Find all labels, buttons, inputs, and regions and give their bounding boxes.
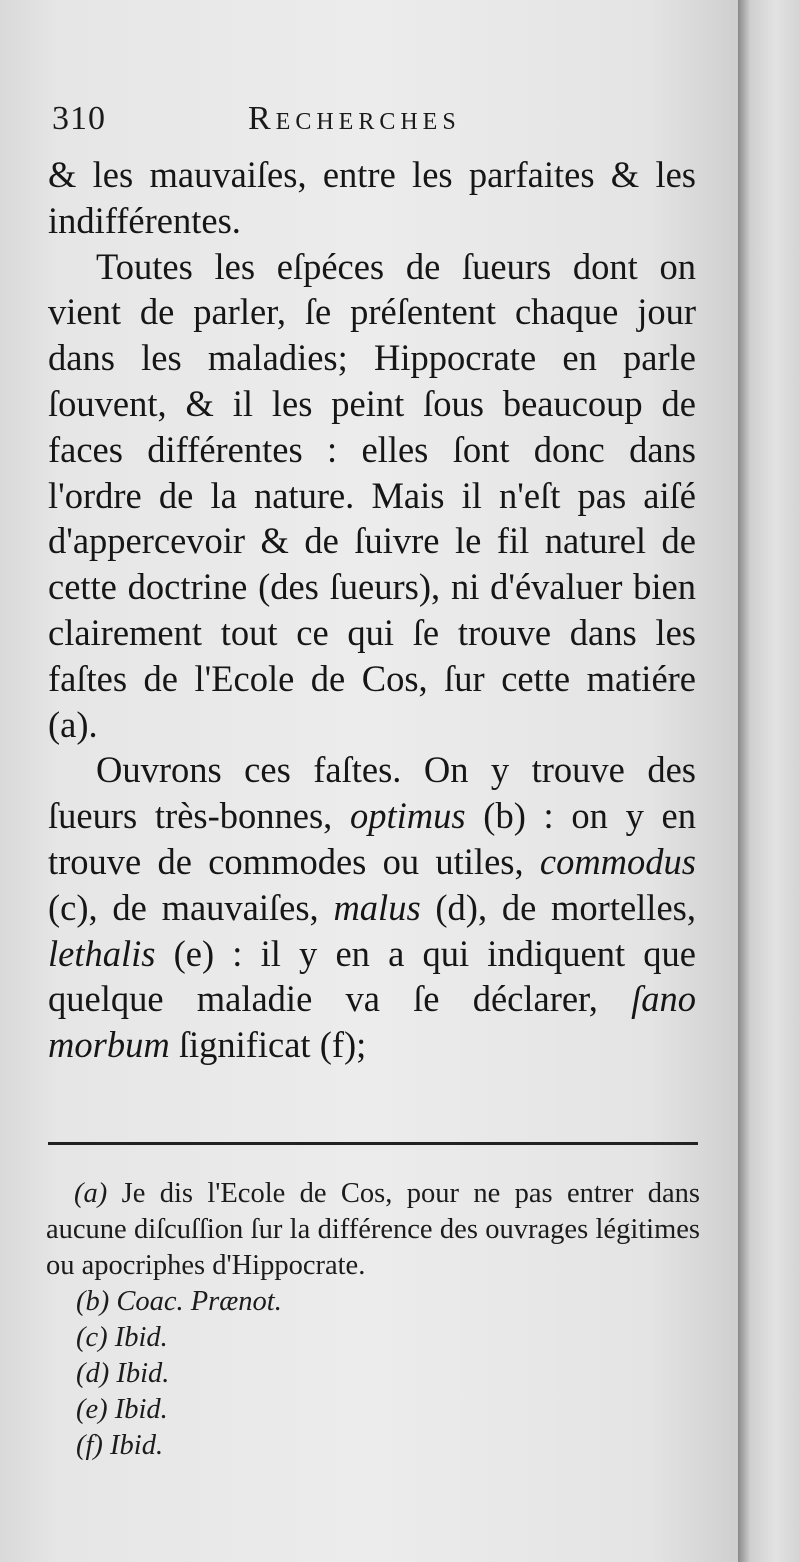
running-head	[52, 100, 552, 144]
paragraph-2	[48, 747, 696, 1068]
continued-text: & les mauvaiſes, entre les parfaites & les indifférentes.	[48, 154, 696, 241]
body-text	[48, 152, 696, 1068]
latin-term: optimus	[349, 795, 466, 837]
text-run: (d), de mortelles,	[420, 886, 696, 928]
footnote-d	[46, 1356, 700, 1392]
footnote-text: Coac. Prænot.	[116, 1286, 282, 1317]
footnote-e	[46, 1392, 700, 1428]
running-title: Recherches	[248, 100, 461, 137]
footnote-text: Je dis l'Ecole de Cos, pour ne pas entrer dans aucune diſcuſſion ſur la différence des ouvrages légitimes ou apocriphes d'Hippocrate.	[46, 1178, 700, 1281]
footnote-divider	[48, 1142, 698, 1145]
footnote-marker: (b)	[76, 1286, 110, 1317]
adjacent-page-edge	[738, 0, 800, 1562]
latin-term: malus	[333, 886, 421, 928]
footnote-marker: (d)	[76, 1358, 110, 1389]
footnote-marker: (c)	[76, 1322, 108, 1353]
footnote-text: Ibid.	[114, 1322, 168, 1353]
latin-term: commodus	[539, 840, 696, 882]
footnote-f	[46, 1428, 700, 1464]
latin-term: ſano morbum	[48, 978, 696, 1066]
text-run: (b) : on y en trouve de commodes ou utiles,	[48, 795, 696, 882]
text-run: (c), de mauvaiſes,	[48, 886, 334, 928]
footnote-text: Ibid.	[116, 1358, 170, 1389]
footnote-text: Ibid.	[110, 1430, 164, 1461]
text-run: (e) : il y en a qui indiquent que quelque maladie va ſe déclarer,	[48, 932, 696, 1020]
text-run: ſignificat (f);	[169, 1024, 367, 1066]
text-run: Ouvrons ces faſtes. On y trouve des ſueurs très-bonnes,	[48, 749, 696, 837]
footnote-c	[46, 1320, 700, 1356]
footnote-b	[46, 1284, 700, 1320]
footnote-text: Ibid.	[114, 1394, 168, 1425]
footnote-marker: (e)	[76, 1394, 108, 1425]
footnote-a	[46, 1176, 700, 1284]
footnote-marker: (f)	[76, 1430, 103, 1461]
latin-term: lethalis	[48, 932, 156, 974]
footnotes	[46, 1176, 700, 1464]
footnote-marker: (a)	[74, 1178, 108, 1209]
paragraph-1: Toutes les eſpéces de ſueurs dont on vient de parler, ſe préſentent chaque jour dans les maladies; Hippocrate en parle ſouvent, & il les peint ſous beaucoup de faces différentes : elles ſont donc dans l'ordre de la nature. Mais il n'eſt pas aiſé d'appercevoir & de ſuivre le fil naturel de cette doctrine (des ſueurs), ni d'évaluer bien clairement tout ce qui ſe trouve dans les faſtes de l'Ecole de Cos, ſur cette matiére (a).	[48, 245, 696, 745]
page-number: 310	[52, 100, 106, 137]
